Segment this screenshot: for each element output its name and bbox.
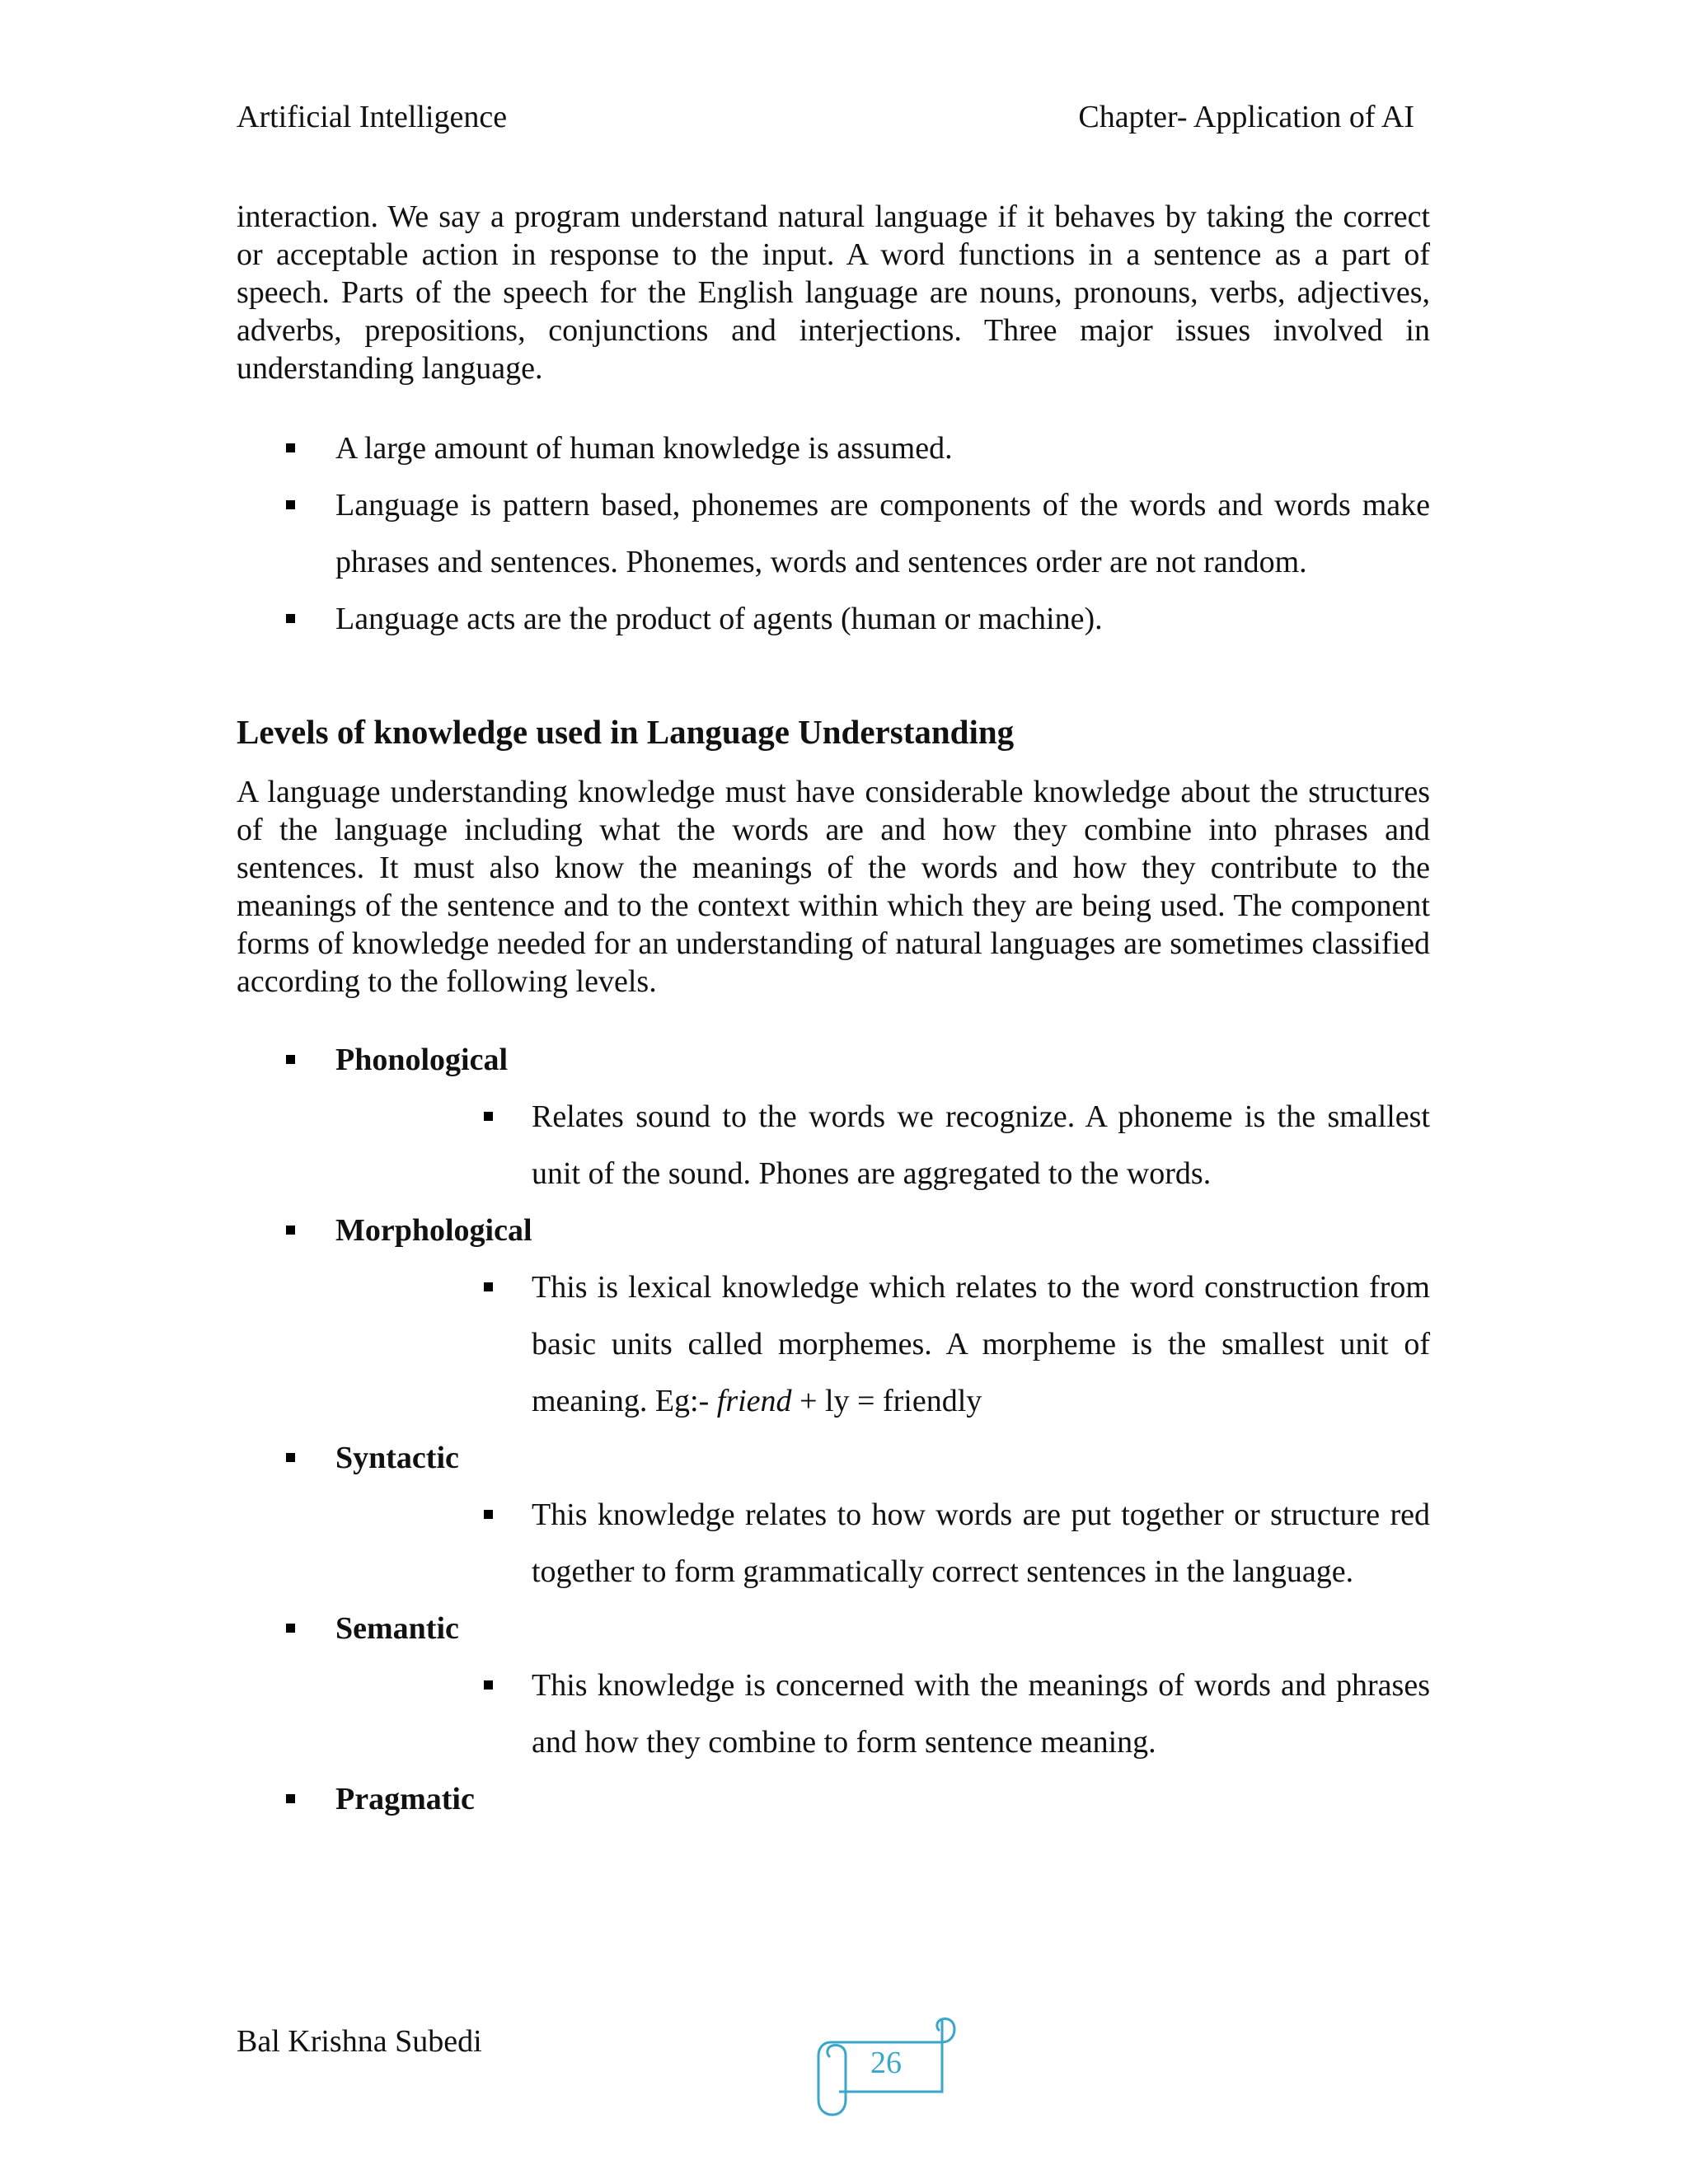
- example-word: friend: [716, 1384, 792, 1418]
- list-item: [237, 477, 1430, 591]
- square-bullet-icon: [286, 1794, 295, 1803]
- section-body-block: [237, 773, 1430, 1001]
- level-heading-morphological: [237, 1202, 1430, 1259]
- section-paragraph: A language understanding knowledge must have considerable knowledge about the structures of the language including what the words are and how they combine into phrases and sentences. It must also know the meanings of the words and how they contribute to the meanings of the sentence and to the context within which they are being used. The component forms of knowledge needed for an understanding of natural languages are sometimes classified according to the following levels.: [237, 775, 1430, 999]
- level-description-text: This knowledge is concerned with the meanings of words and phrases and how they combine to form sentence meaning.: [532, 1668, 1430, 1760]
- level-name: Semantic: [335, 1611, 459, 1646]
- square-bullet-icon: [286, 614, 295, 623]
- square-bullet-icon: [286, 1624, 295, 1633]
- intro-block: [237, 198, 1430, 387]
- list-item: [237, 420, 1430, 477]
- level-description-syntactic: [532, 1487, 1430, 1601]
- level-heading-semantic: [237, 1601, 1430, 1657]
- level-heading-phonological: [237, 1032, 1430, 1089]
- list-item: [237, 591, 1430, 648]
- level-heading-syntactic: [237, 1430, 1430, 1487]
- level-description-phonological: [532, 1089, 1430, 1202]
- square-bullet-icon: [286, 1226, 295, 1235]
- section-heading-block: [237, 710, 1430, 753]
- square-bullet-icon: [286, 1055, 295, 1064]
- level-heading-pragmatic: [237, 1771, 1430, 1828]
- square-bullet-icon: [286, 1453, 295, 1462]
- square-bullet-icon: [484, 1510, 493, 1519]
- level-name: Syntactic: [335, 1441, 459, 1475]
- running-header-chapter: Chapter- Application of AI: [1078, 100, 1414, 134]
- level-description-text: This is lexical knowledge which relates to the word construction from basic units called morphemes. A morpheme is the smallest unit of meaning. Eg:-: [532, 1270, 1430, 1418]
- running-header-title: Artificial Intelligence: [237, 100, 508, 134]
- level-description-text: Relates sound to the words we recognize. A phoneme is the smallest unit of the sound. Phones are aggregated to the words.: [532, 1099, 1430, 1191]
- square-bullet-icon: [286, 443, 295, 452]
- issues-list: [237, 420, 1430, 648]
- square-bullet-icon: [484, 1282, 493, 1291]
- list-item-text: Language is pattern based, phonemes are components of the words and words make phrases and sentences. Phonemes, words and sentences order are not random.: [335, 488, 1430, 579]
- level-description-morphological: [532, 1259, 1430, 1430]
- level-name: Pragmatic: [335, 1782, 475, 1816]
- level-name: Morphological: [335, 1213, 532, 1248]
- square-bullet-icon: [286, 500, 295, 509]
- section-heading: Levels of knowledge used in Language Understanding: [237, 713, 1015, 751]
- level-name: Phonological: [335, 1043, 509, 1077]
- list-item-text: A large amount of human knowledge is assumed.: [335, 431, 953, 466]
- square-bullet-icon: [484, 1680, 493, 1690]
- list-item-text: Language acts are the product of agents (human or machine).: [335, 602, 1103, 636]
- issues-list-block: [237, 420, 1430, 648]
- page-number: 26: [870, 2046, 902, 2080]
- example-result: + ly = friendly: [791, 1384, 982, 1418]
- square-bullet-icon: [484, 1112, 493, 1121]
- level-description-semantic: [532, 1657, 1430, 1771]
- footer-author: Bal Krishna Subedi: [237, 2024, 482, 2059]
- intro-paragraph: interaction. We say a program understand natural language if it behaves by taking the correct or acceptable action in response to the input. A word functions in a sentence as a part of speech. Parts of the speech for the English language are nouns, pronouns, verbs, adjectives, adverbs, prepositions, conjunctions and interjections. Three major issues involved in understanding language.: [237, 199, 1430, 386]
- level-description-text: This knowledge relates to how words are put together or structure red together to form grammatically correct sentences in the language.: [532, 1497, 1430, 1589]
- levels-list: [237, 1032, 1430, 1828]
